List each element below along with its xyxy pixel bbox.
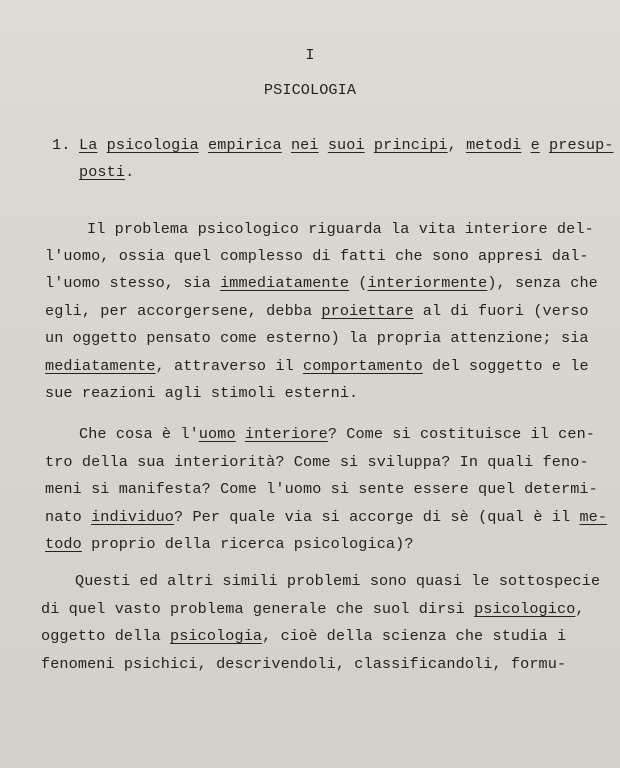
body-line-6: mediatamente, attraverso il comportamento del soggetto e le <box>45 357 589 375</box>
section-number: 1. <box>52 136 71 154</box>
chapter-number: I <box>305 46 315 64</box>
body-line-12: todo proprio della ricerca psicologica)? <box>45 535 414 553</box>
body-line-16: fenomeni psichici, descrivendoli, classificandoli, formu- <box>41 655 567 673</box>
body-line-8: Che cosa è l'uomo interiore? Come si costituisce il cen- <box>79 425 596 443</box>
body-line-14: di quel vasto problema generale che suol dirsi psicologico, <box>41 600 585 618</box>
body-line-3: l'uomo stesso, sia immediatamente (interiormente), senza che <box>45 274 598 292</box>
body-line-5: un oggetto pensato come esterno) la propria attenzione; sia <box>45 329 589 347</box>
body-line-4: egli, per accorgersene, debba proiettare al di fuori (verso <box>45 302 589 320</box>
body-line-7: sue reazioni agli stimoli esterni. <box>45 384 359 402</box>
chapter-title: PSICOLOGIA <box>263 81 357 99</box>
body-line-1: Il problema psicologico riguarda la vita interiore del- <box>87 220 594 238</box>
section-heading-line-1: La psicologia empirica nei suoi principi, metodi e presup- <box>79 136 614 154</box>
body-line-13: Questi ed altri simili problemi sono quasi le sottospecie <box>75 572 601 590</box>
body-line-11: nato individuo? Per quale via si accorge di sè (qual è il me- <box>45 508 608 526</box>
body-line-10: meni si manifesta? Come l'uomo si sente essere quel determi- <box>45 480 598 498</box>
body-line-9: tro della sua interiorità? Come si sviluppa? In quali feno- <box>45 453 589 471</box>
body-line-15: oggetto della psicologia, cioè della scienza che studia i <box>41 627 567 645</box>
section-heading-line-2: posti. <box>79 163 135 181</box>
body-line-2: l'uomo, ossia quel complesso di fatti che sono appresi dal- <box>45 247 589 265</box>
